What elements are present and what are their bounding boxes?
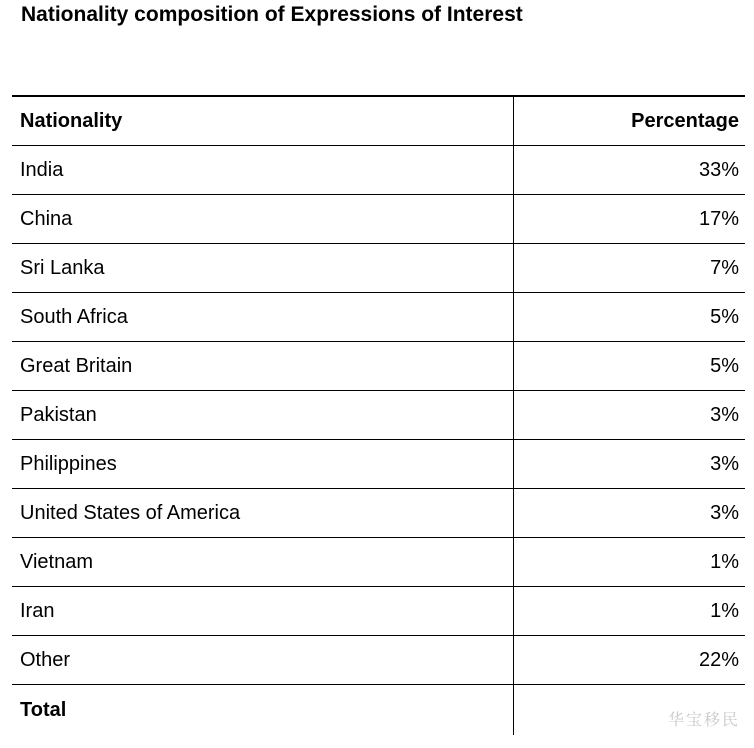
table-header-row [12,97,745,146]
table-row [12,489,745,538]
table-row [12,440,745,489]
table-row [12,342,745,391]
table-row [12,538,745,587]
cell-percentage: 1% [710,599,739,622]
table-row [12,391,745,440]
cell-percentage: 3% [710,501,739,524]
cell-percentage: 1% [710,550,739,573]
table-body [12,146,745,685]
cell-nationality: Great Britain [12,342,514,390]
cell-percentage: 17% [698,207,739,230]
cell-nationality: Iran [12,587,514,635]
total-label: Total [12,685,514,735]
cell-percentage: 5% [710,305,739,328]
cell-nationality: Philippines [12,440,514,488]
cell-percentage: 33% [698,158,739,181]
cell-percentage: 7% [710,256,739,279]
nationality-table [12,95,745,735]
table-row [12,587,745,636]
cell-nationality: China [12,195,514,243]
cell-nationality: Sri Lanka [12,244,514,292]
watermark-logo: 华宝移民 [667,710,740,729]
header-nationality: Nationality [12,97,514,145]
table-row [12,293,745,342]
cell-nationality: United States of America [12,489,514,537]
header-percentage: Percentage [631,109,739,132]
table-total-row [12,685,745,735]
cell-percentage: 5% [710,354,739,377]
table-row [12,636,745,685]
table-row [12,146,745,195]
cell-nationality: Vietnam [12,538,514,586]
cell-nationality: South Africa [12,293,514,341]
page-title: Nationality composition of Expressions of Interest [21,3,523,26]
cell-nationality: Pakistan [12,391,514,439]
cell-nationality: India [12,146,514,194]
table-row [12,195,745,244]
cell-percentage: 22% [698,648,739,671]
cell-nationality: Other [12,636,514,684]
cell-percentage: 3% [710,452,739,475]
cell-percentage: 3% [710,403,739,426]
table-row [12,244,745,293]
